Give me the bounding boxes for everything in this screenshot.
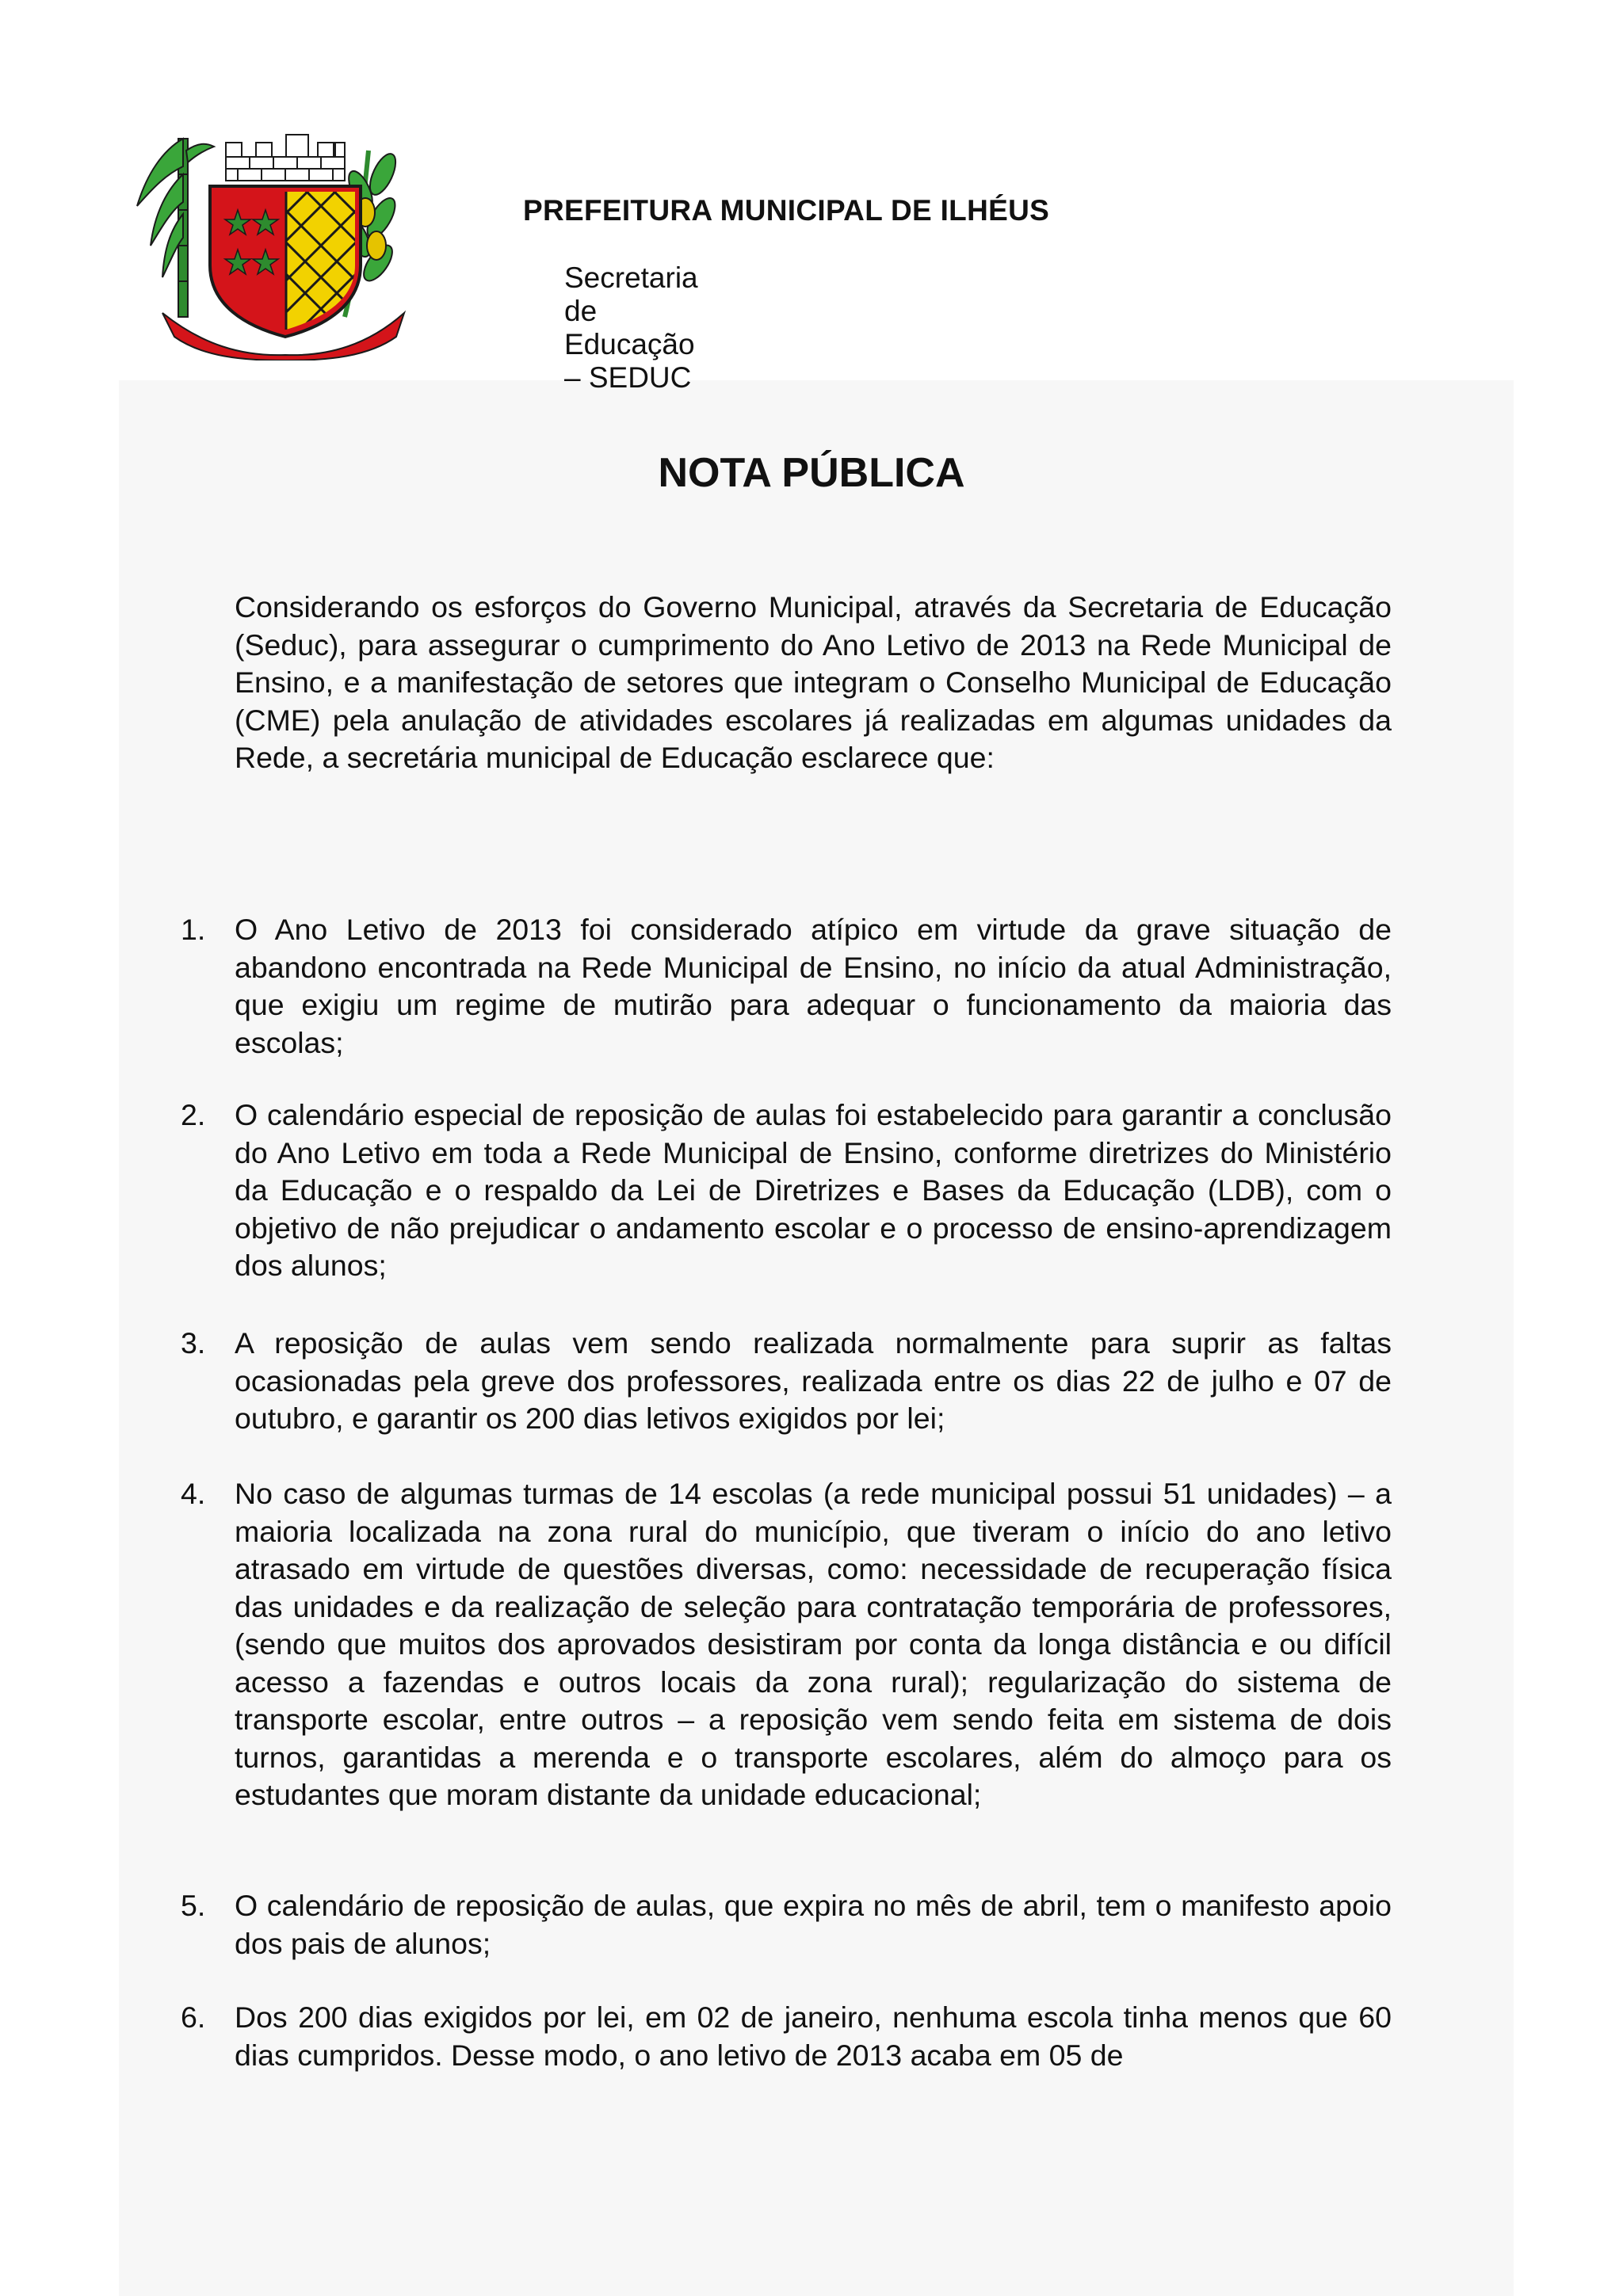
crest-ribbon-text: MUNICÍPIO DE ILHÉUS [216,331,354,349]
list-item-text: O calendário especial de reposição de aulas foi estabelecido para garantir a conclusão do Ano Letivo em toda a Rede Municipal de Ensino, conforme diretrizes do Ministério da Educação e o respaldo da Lei de Diretrizes e Bases da Educação (LDB), com o objetivo de não prejudicar o andamento escolar e o processo de ensino-aprendizagem dos alunos; [235,1098,1392,1282]
list-item-number: 4. [181,1477,206,1510]
list-item-text: A reposição de aulas vem sendo realizada normalmente para suprir as faltas ocasionadas pela greve dos professores, realizada entre os dias 22 de julho e 07 de outubro, e garantir os 200 dias letivos exigidos por lei; [235,1326,1392,1435]
list-item-number: 2. [181,1098,206,1131]
list-item [181,1325,1392,1438]
list-item-number: 1. [181,913,206,946]
list-item-text: Dos 200 dias exigidos por lei, em 02 de janeiro, nenhuma escola tinha menos que 60 dias cumpridos. Desse modo, o ano letivo de 2013 acaba em 05 de [235,2000,1392,2072]
document-title: NOTA PÚBLICA [658,450,965,496]
list-item [181,1887,1392,1962]
department-name-text: Secretaria de Educação – SEDUC [564,261,698,394]
list-item [181,1475,1392,1814]
organization-name-text: PREFEITURA MUNICIPAL DE ILHÉUS [523,194,1050,227]
municipal-crest-logo [131,119,416,360]
list-item-number: 6. [181,2000,206,2034]
list-item [181,1097,1392,1285]
list-item-text: O Ano Letivo de 2013 foi considerado atípico em virtude da grave situação de abandono encontrada na Rede Municipal de Ensino, no início da atual Administração, que exigiu um regime de mutirão para adequar o funcionamento da maioria das escolas; [235,913,1392,1059]
list-item [181,911,1392,1062]
intro-paragraph: Considerando os esforços do Governo Municipal, através da Secretaria de Educação (Seduc), para assegurar o cumprimento do Ano Letivo de 2013 na Rede Municipal de Ensino, e a manifestação de setores que integram o Conselho Municipal de Educação (CME) pela anulação de atividades escolares já realizadas em algumas unidades da Rede, a secretária municipal de Educação esclarece que: [235,590,1392,774]
list-item-number: 5. [181,1889,206,1922]
list-item [181,1999,1392,2074]
list-item-text: No caso de algumas turmas de 14 escolas (a rede municipal possui 51 unidades) – a maioria localizada na zona rural do município, que tiveram o início do ano letivo atrasado em virtude de questões diversas, como: necessidade de recuperação física das unidades e da realização de seleção para contratação temporária de professores, (sendo que muitos dos aprovados desistiram por conta da longa distância e ou difícil acesso a fazendas e outros locais da zona rural); regularização do sistema de transporte escolar, entre outros – a reposição vem sendo feita em sistema de dois turnos, garantidas a merenda e o transporte escolares, além do almoço para os estudantes que moram distante da unidade educacional; [235,1477,1392,1811]
list-item-number: 3. [181,1326,206,1360]
list-item-text: O calendário de reposição de aulas, que expira no mês de abril, tem o manifesto apoio dos pais de alunos; [235,1889,1392,1960]
